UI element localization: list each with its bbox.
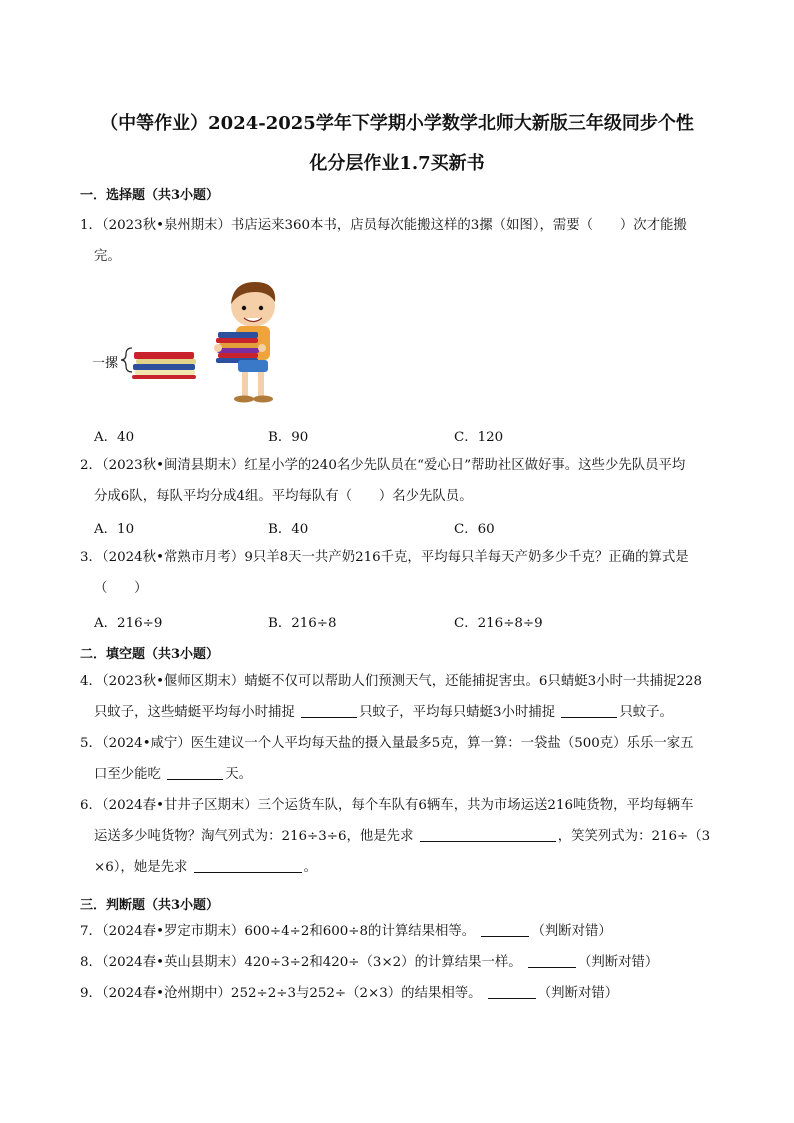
q8-blank[interactable]	[528, 953, 576, 968]
q6-line2-b: ，笑笑列式为：216÷（3	[557, 829, 711, 844]
title-line-1: （中等作业）2024-2025学年下学期小学数学北师大新版三年级同步个性	[100, 113, 694, 134]
q9-blank[interactable]	[488, 984, 536, 999]
q6-line2-a: 运送多少吨货物？淘气列式为：216÷3÷6，他是先求	[94, 829, 414, 844]
question-6	[80, 790, 720, 883]
q2-option-b: B．40	[268, 522, 309, 537]
q7-tail: （判断对错）	[531, 924, 612, 939]
q2-text: （2023秋•闽清县期末）红星小学的240名少先队员在“爱心日”帮助社区做好事。这些少先队员平均	[101, 458, 686, 473]
q3-option-c: C．216÷8÷9	[454, 616, 543, 631]
q4-blank-1[interactable]	[301, 703, 357, 718]
q6-text: （2024春•甘井子区期末）三个运货车队，每个车队有6辆车，共为市场运送216吨货物，平均每辆车	[101, 798, 694, 813]
section-fill-in: 二．填空题（共3小题）	[80, 647, 220, 662]
q1-continuation: 完。	[94, 249, 121, 264]
q3-continuation: （ ）	[94, 581, 148, 596]
q1-option-c: C．120	[454, 430, 504, 445]
q5-blank[interactable]	[167, 765, 223, 780]
q3-option-b: B．216÷8	[268, 616, 337, 631]
q9-number: 9．	[80, 986, 102, 1001]
title-line-2: 化分层作业1.7买新书	[309, 153, 485, 174]
q2-number: 2．	[80, 458, 102, 473]
q5-text-a: 口至少能吃	[94, 767, 161, 782]
q7-number: 7．	[80, 924, 102, 939]
q3-text: （2024秋•常熟市月考）9只羊8天一共产奶216千克，平均每只羊每天产奶多少千克？正确的算式是	[101, 550, 689, 565]
q2-option-c: C．60	[454, 522, 495, 537]
q8-tail: （判断对错）	[577, 955, 659, 970]
q6-number: 6．	[80, 798, 102, 813]
q9-text: （2024春•沧州期中）252÷2÷3与252÷（2×3）的结果相等。	[101, 986, 482, 1001]
q5-number: 5．	[80, 736, 102, 751]
q8-text: （2024春•英山县期末）420÷3÷2和420÷（3×2）的计算结果一样。	[101, 955, 522, 970]
q6-blank-2[interactable]	[194, 858, 302, 873]
question-2	[80, 450, 720, 512]
q4-number: 4．	[80, 674, 102, 689]
q1-option-b: B．90	[268, 430, 309, 445]
question-8	[80, 947, 720, 978]
q8-number: 8．	[80, 955, 102, 970]
q3-number: 3．	[80, 550, 102, 565]
q7-blank[interactable]	[481, 922, 529, 937]
q3-option-a: A．216÷9	[94, 616, 163, 631]
boy-carrying-books-icon	[86, 282, 286, 410]
q4-text-c: 只蚊子。	[619, 705, 673, 720]
section-choice: 一．选择题（共3小题）	[80, 188, 220, 203]
q4-text-b: 只蚊子，平均每只蜻蜓3小时捕捉	[359, 705, 556, 720]
figure-label: 一摞	[92, 356, 119, 371]
question-3	[80, 542, 720, 604]
q9-tail: （判断对错）	[537, 986, 619, 1001]
q4-blank-2[interactable]	[561, 703, 617, 718]
page-title	[60, 104, 734, 184]
q6-line3-b: 。	[303, 860, 318, 875]
q2-continuation: 分成6队，每队平均分成4组。平均每队有（ ）名少先队员。	[94, 489, 473, 504]
question-4	[80, 666, 720, 728]
question-1	[80, 210, 720, 272]
q6-blank-1[interactable]	[420, 827, 556, 842]
q5-text: （2024•咸宁）医生建议一个人平均每天盐的摄入量最多5克，算一算：一袋盐（500克）乐乐一家五	[101, 736, 694, 751]
q5-text-b: 天。	[225, 767, 252, 782]
q1-text: （2023秋•泉州期末）书店运来360本书，店员每次能搬这样的3摞（如图），需要（ ）次才能搬	[101, 218, 687, 233]
question-5	[80, 728, 720, 790]
question-7	[80, 916, 720, 947]
q2-option-a: A．10	[94, 522, 135, 537]
q4-text: （2023秋•偃师区期末）蜻蜓不仅可以帮助人们预测天气，还能捕捉害虫。6只蜻蜓3小时一共捕捉228	[101, 674, 703, 689]
q7-text: （2024春•罗定市期末）600÷4÷2和600÷8的计算结果相等。	[101, 924, 476, 939]
q4-text-a: 只蚊子，这些蜻蜓平均每小时捕捉	[94, 705, 295, 720]
section-true-false: 三．判断题（共3小题）	[80, 898, 220, 913]
q1-number: 1．	[80, 218, 102, 233]
question-9	[80, 978, 720, 1009]
q6-line3-a: ×6），她是先求	[94, 860, 188, 875]
q1-option-a: A．40	[94, 430, 135, 445]
books-figure	[86, 282, 286, 410]
